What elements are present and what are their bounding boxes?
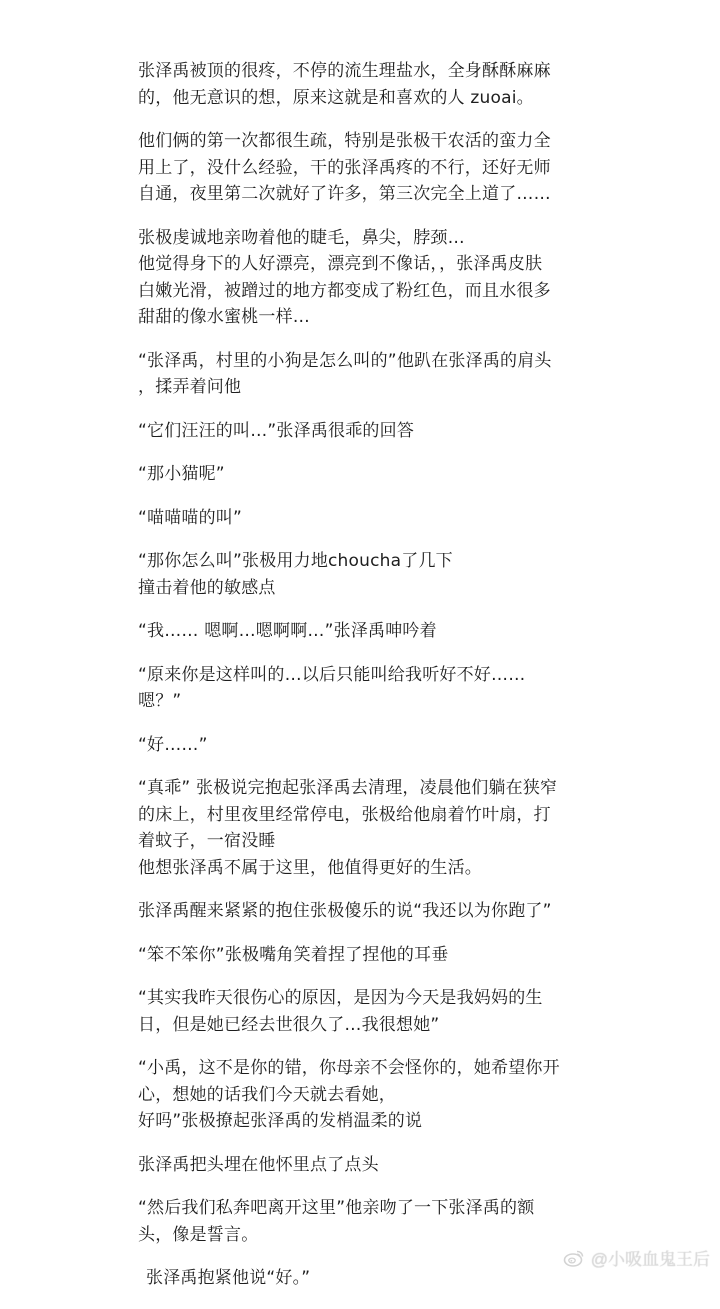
weibo-logo-icon	[563, 1247, 585, 1269]
paragraph-19: 张泽禹抱紧他说“好。”	[146, 1268, 311, 1288]
paragraph-7: “喵喵喵的叫”	[138, 507, 243, 528]
paragraph-6: “那小猫呢”	[138, 464, 225, 484]
paragraph-13: 张泽禹醒来紧紧的抱住张极傻乐的说“我还以为你跑了”	[138, 901, 552, 921]
paragraph-1: 张泽禹被顶的很疼，不停的流生理盐水，全身酥酥麻麻 的，他无意识的想，原来这就是和喜欢的人 zuoai。	[138, 61, 551, 108]
paragraph-14: “笨不笨你”张极嘴角笑着捏了捏他的耳垂	[138, 944, 449, 965]
story-text	[138, 58, 608, 1309]
paragraph-5: “它们汪汪的叫…”张泽禹很乖的回答	[138, 420, 415, 441]
paragraph-8: “那你怎么叫”张极用力地choucha了几下 撞击着他的敏感点	[138, 551, 453, 598]
watermark	[563, 1245, 710, 1270]
paragraph-16: “小禹，这不是你的错，你母亲不会怪你的，她希望你开 心，想她的话我们今天就去看她， 好吗”张极撩起张泽禹的发梢温柔的说	[138, 1058, 560, 1131]
paragraph-12: “真乖” 张极说完抱起张泽禹去清理，凌晨他们躺在狭窄 的床上，村里夜里经常停电，张极给他扇着竹叶扇，打 着蚊子，一宿没睡 他想张泽禹不属于这里，他值得更好的生活。	[138, 778, 558, 878]
paragraph-2: 他们俩的第一次都很生疏，特别是张极干农活的蛮力全 用上了，没什么经验，干的张泽禹疼的不行，还好无师 自通，夜里第二次就好了许多，第三次完全上道了……	[138, 131, 551, 204]
paragraph-10: “原来你是这样叫的…以后只能叫给我听好不好…… 嗯？”	[138, 664, 526, 711]
paragraph-15: “其实我昨天很伤心的原因，是因为今天是我妈妈的生 日，但是她已经去世很久了…我很想她”	[138, 988, 543, 1035]
paragraph-3: 张极虔诚地亲吻着他的睫毛，鼻尖，脖颈… 他觉得身下的人好漂亮，漂亮到不像话，，张泽禹皮肤 白嫩光滑，被蹭过的地方都变成了粉红色，而且水很多 甜甜的像水蜜桃一样…	[138, 227, 551, 327]
paragraph-11: “好……”	[138, 734, 208, 755]
paragraph-17: 张泽禹把头埋在他怀里点了点头	[138, 1154, 379, 1175]
watermark-text: @小吸血鬼王后	[590, 1250, 710, 1269]
paragraph-18: “然后我们私奔吧离开这里”他亲吻了一下张泽禹的额 头，像是誓言。	[138, 1198, 535, 1245]
paragraph-9: “我…… 嗯啊…嗯啊啊…”张泽禹呻吟着	[138, 621, 437, 641]
paragraph-4: “张泽禹，村里的小狗是怎么叫的”他趴在张泽禹的肩头 ，揉弄着问他	[138, 350, 552, 397]
